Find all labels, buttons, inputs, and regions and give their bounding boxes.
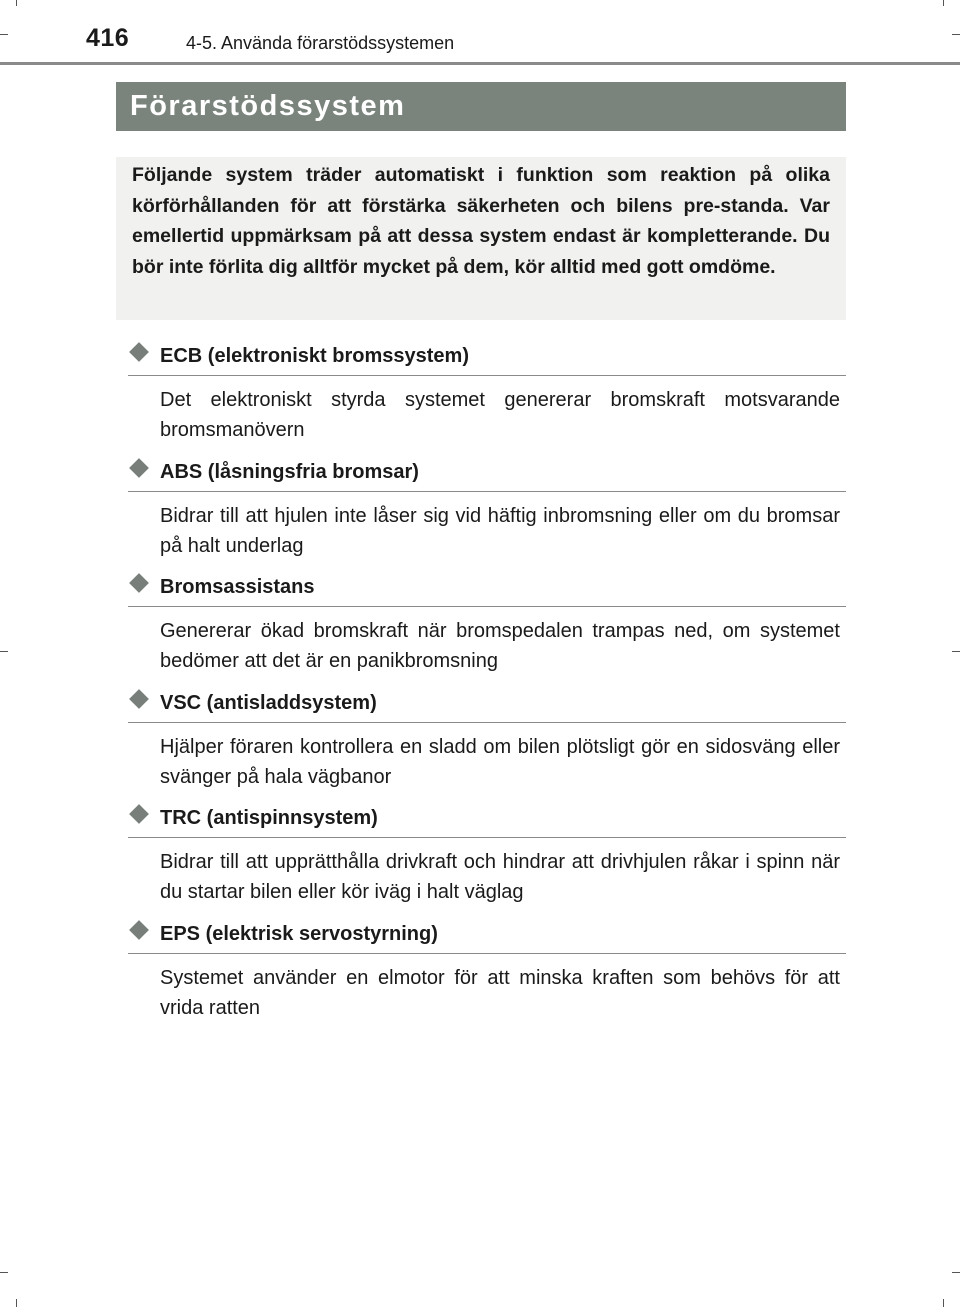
diamond-bullet-icon — [129, 458, 149, 478]
system-description: Bidrar till att upprätthålla drivkraft och hindrar att drivhjulen råkar i spinn när du startar bilen eller kör iväg i halt väglag — [160, 851, 840, 903]
system-heading — [128, 455, 846, 492]
page-number: 416 — [86, 24, 130, 52]
system-heading — [128, 339, 846, 376]
diamond-bullet-icon — [129, 804, 149, 824]
system-title: VSC (antisladdsystem) — [160, 691, 377, 714]
intro-box: Följande system träder automatiskt i funktion som reaktion på olika körförhållanden för att förstärka säkerheten och bilens pre-standa. Var emellertid uppmärksam på att dessa system endast är kompletterande. Du bör inte förlita dig alltför mycket på dem, kör alltid med gott omdöme. — [116, 157, 846, 320]
system-item — [0, 339, 960, 455]
breadcrumb: 4-5. Använda förarstödssystemen — [186, 33, 455, 53]
system-heading — [128, 801, 846, 838]
system-description: Systemet använder en elmotor för att minska kraften som behövs för att vrida ratten — [160, 966, 840, 1019]
system-heading — [128, 686, 846, 723]
diamond-bullet-icon — [129, 573, 149, 593]
diamond-bullet-icon — [129, 689, 149, 709]
crop-mark — [943, 0, 944, 6]
crop-mark — [952, 34, 960, 35]
system-title: TRC (antispinnsystem) — [160, 807, 378, 829]
system-item — [0, 455, 960, 571]
system-heading — [128, 570, 846, 607]
system-description: Hjälper föraren kontrollera en sladd om bilen plötsligt gör en sidosväng eller svänger på hala vägbanor — [160, 735, 840, 788]
system-item — [0, 801, 960, 917]
system-item — [0, 686, 960, 802]
system-title: ECB (elektroniskt bromssystem) — [160, 345, 469, 367]
system-description: Det elektroniskt styrda systemet genererar bromskraft motsvarande bromsmanövern — [160, 389, 840, 441]
crop-mark — [952, 1272, 960, 1273]
system-title: ABS (låsningsfria bromsar) — [160, 460, 419, 483]
crop-mark — [16, 1299, 17, 1307]
section-title-bar: Förarstödssystem — [116, 82, 846, 131]
crop-mark — [943, 1299, 944, 1307]
system-item — [0, 570, 960, 686]
system-description: Bidrar till att hjulen inte låser sig vid häftig inbromsning eller om du bromsar på halt underlag — [160, 504, 840, 557]
system-title: Bromsassistans — [160, 576, 315, 598]
diamond-bullet-icon — [129, 920, 149, 940]
crop-mark — [16, 0, 17, 6]
system-heading — [128, 917, 846, 954]
system-item — [0, 917, 960, 1033]
diamond-bullet-icon — [129, 342, 149, 362]
system-title: EPS (elektrisk servostyrning) — [160, 922, 438, 945]
crop-mark — [0, 34, 8, 35]
crop-mark — [0, 1272, 8, 1273]
system-description: Genererar ökad bromskraft när bromspedalen trampas ned, om systemet bedömer att det är en panikbromsning — [160, 620, 840, 672]
header-divider — [0, 62, 960, 65]
system-list — [0, 339, 960, 1032]
